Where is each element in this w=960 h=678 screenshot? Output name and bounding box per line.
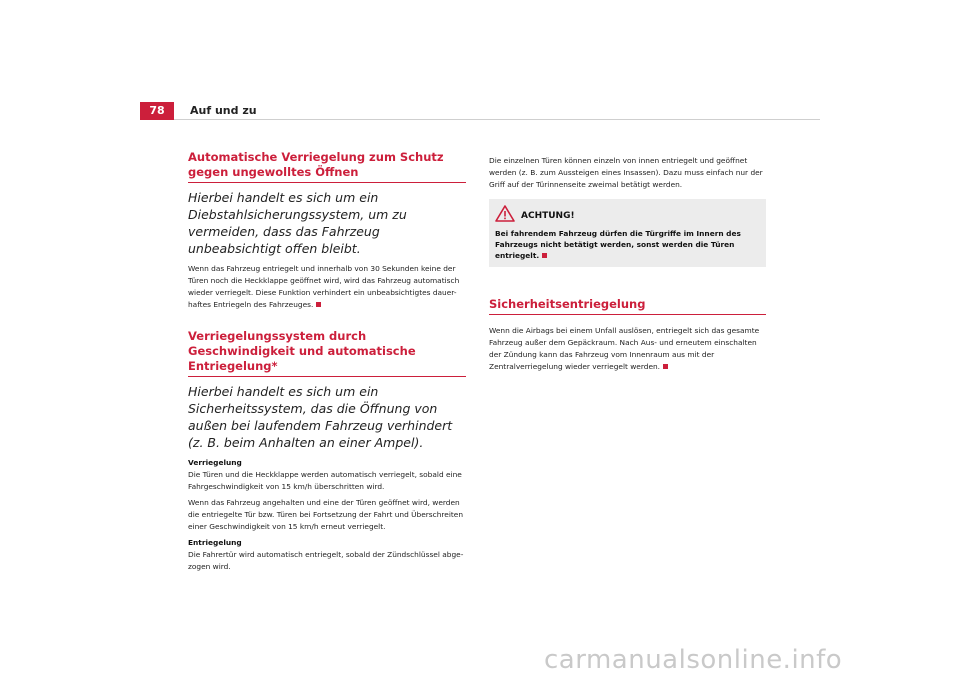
subheading-unlocking: Entriegelung (188, 538, 242, 547)
section-title-speed-lock: Verriegelungssystem durch Geschwindigkeit und automatische Entriegelung* (188, 329, 466, 377)
section-spacer (489, 315, 766, 325)
warning-triangle-icon (495, 205, 515, 226)
chapter-title: Auf und zu (190, 104, 257, 117)
paragraph-locking-1: Die Türen und die Heckklappe werden automatisch verriegelt, sobald eine Fahrgeschwindigkeit von 15 km/h überschritten wird. (188, 470, 462, 491)
warning-title: ACHTUNG! (521, 210, 575, 221)
section-title-safety-unlock: Sicherheitsentriegelung (489, 297, 766, 315)
section-spacer (489, 267, 766, 297)
end-marker-icon (663, 364, 668, 369)
left-column (188, 150, 466, 577)
subheading-locking: Verriegelung (188, 458, 242, 467)
right-column (489, 155, 766, 377)
body-text: Wenn das Fahrzeug entriegelt und innerhalb von 30 Sekunden keine der Türen noch die Heckklappe geöffnet wird, wird das Fahrzeug automatisch wieder verriegelt. Diese Funktion verhindert ein unbeabsichtigtes dauer-haftes Entriegeln des Fahrzeuges. (188, 264, 460, 309)
end-marker-icon (316, 302, 321, 307)
section-title-auto-lock: Automatische Verriegelung zum Schutz gegen ungewolltes Öffnen (188, 150, 466, 183)
section-spacer (188, 315, 466, 329)
watermark: carmanualsonline.info (544, 645, 843, 675)
end-marker-icon (542, 253, 547, 258)
section-intro-auto-lock: Hierbei handelt es sich um ein Diebstahlsicherungssystem, um zu vermeiden, dass das Fahrzeug unbeabsichtigt offen bleibt. (188, 190, 407, 256)
section-intro-speed-lock: Hierbei handelt es sich um ein Sicherheitssystem, das die Öffnung von außen bei laufendem Fahrzeug verhindert (z. B. beim Anhalten an einer Ampel). (188, 384, 453, 450)
section-body-safety-unlock (489, 325, 766, 373)
warning-box (489, 199, 766, 267)
paragraph-unlocking: Die Fahrertür wird automatisch entriegelt, sobald der Zündschlüssel abge-zogen wird. (188, 550, 464, 571)
page-number: 78 (140, 102, 174, 120)
warning-text (495, 228, 760, 261)
header-divider (174, 119, 820, 120)
paragraph-locking-2: Wenn das Fahrzeug angehalten und eine der Türen geöffnet wird, werden die entriegelte Tür bzw. Türen bei Fortsetzung der Fahrt und Überschreiten einer Geschwindigkeit von 15 km/h erneut verriegelt. (188, 498, 464, 531)
paragraph-door-handles: Die einzelnen Türen können einzeln von innen entriegelt und geöffnet werden (z. B. zum Aussteigen eines Insassen). Dazu muss einfach nur der Griff auf der Türinnenseite zweimal betätigt werden. (489, 156, 763, 189)
body-text: Wenn die Airbags bei einem Unfall auslösen, entriegelt sich das gesamte Fahrzeug außer dem Gepäckraum. Nach Aus- und erneutem einschalten der Zündung kann das Fahrzeug vom Innenraum aus mit der Zentralverriegelung wieder verriegelt werden. (489, 326, 760, 371)
warning-body: Bei fahrendem Fahrzeug dürfen die Türgriffe im Innern des Fahrzeugs nicht betätigt werden, sonst werden die Türen entriegelt. (495, 229, 741, 260)
section-body-auto-lock (188, 263, 466, 311)
page-header (140, 102, 820, 122)
warning-header (495, 205, 760, 226)
